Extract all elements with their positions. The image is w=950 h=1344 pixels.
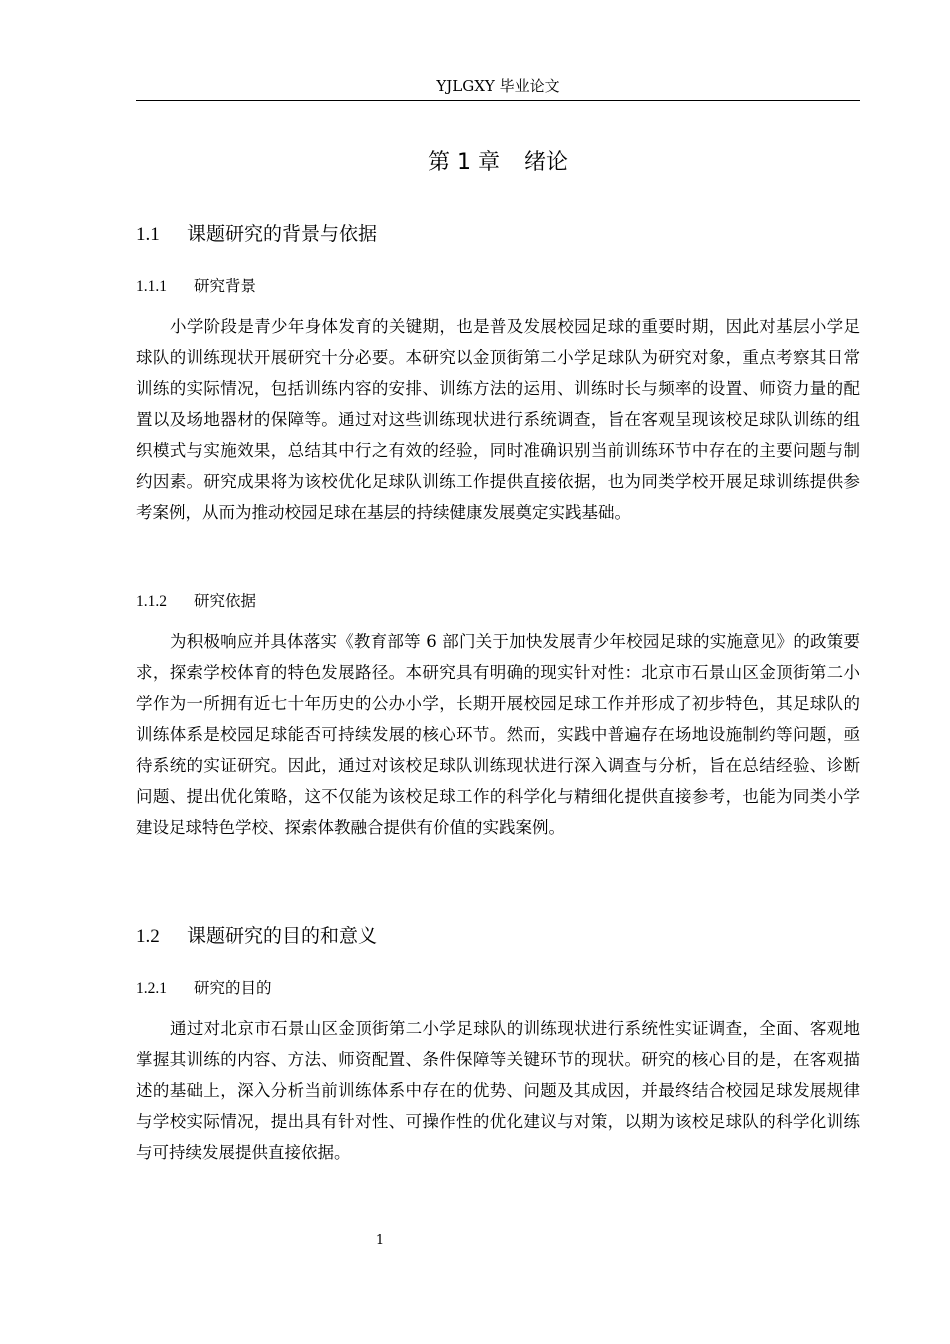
section-title: 课题研究的目的和意义 bbox=[187, 925, 378, 947]
section-heading-1-1 bbox=[136, 220, 860, 249]
chapter-heading bbox=[136, 148, 860, 178]
page-number: 1 bbox=[375, 1233, 385, 1248]
paragraph-research-background: 小学阶段是青少年身体发育的关键期，也是普及发展校园足球的重要时期，因此对基层小学足球队的训练现状开展研究十分必要。本研究以金顶街第二小学足球队为研究对象，重点考察其日常训练的实际情况，包括训练内容的安排、训练方法的运用、训练时长与频率的设置、师资力量的配置以及场地器材的保障等。通过对这些训练现状进行系统调查，旨在客观呈现该校足球队训练的组织模式与实施效果，总结其中行之有效的经验，同时准确识别当前训练环节中存在的主要问题与制约因素。研究成果将为该校优化足球队训练工作提供直接依据，也为同类学校开展足球训练提供参考案例，从而为推动校园足球在基层的持续健康发展奠定实践基础。 bbox=[136, 317, 860, 522]
subsection-heading-1-1-2 bbox=[136, 589, 860, 614]
subsection-number: 1.1.1 bbox=[136, 278, 167, 295]
paragraph-research-basis: 为积极响应并具体落实《教育部等 6 部门关于加快发展青少年校园足球的实施意见》的政策要求，探索学校体育的特色发展路径。本研究具有明确的现实针对性：北京市石景山区金顶街第二小学作为一所拥有近七十年历史的公办小学，长期开展校园足球工作并形成了初步特色，其足球队的训练体系是校园足球能否可持续发展的核心环节。然而，实践中普遍存在场地设施制约等问题，亟待系统的实证研究。因此，通过对该校足球队训练现状进行深入调查与分析，旨在总结经验、诊断问题、提出优化策略，这不仅能为该校足球工作的科学化与精细化提供直接参考，也能为同类小学建设足球特色学校、探索体教融合提供有价值的实践案例。 bbox=[136, 632, 860, 837]
subsection-number: 1.2.1 bbox=[136, 980, 167, 997]
section-heading-1-2 bbox=[136, 922, 860, 951]
chapter-number: 第 1 章 bbox=[428, 150, 500, 175]
header-rule bbox=[136, 100, 860, 101]
subsection-title: 研究依据 bbox=[194, 592, 257, 610]
section-number: 1.2 bbox=[136, 926, 160, 947]
paragraph-research-purpose: 通过对北京市石景山区金顶街第二小学足球队的训练现状进行系统性实证调查，全面、客观地掌握其训练的内容、方法、师资配置、条件保障等关键环节的现状。研究的核心目的是，在客观描述的基础上，深入分析当前训练体系中存在的优势、问题及其成因，并最终结合校园足球发展规律与学校实际情况，提出具有针对性、可操作性的优化建议与对策，以期为该校足球队的科学化训练与可持续发展提供直接依据。 bbox=[136, 1019, 860, 1162]
chapter-title: 绪论 bbox=[523, 150, 568, 175]
subsection-title: 研究背景 bbox=[194, 277, 257, 295]
subsection-number: 1.1.2 bbox=[136, 593, 167, 610]
section-title: 课题研究的背景与依据 bbox=[187, 223, 378, 245]
subsection-title: 研究的目的 bbox=[194, 979, 272, 997]
subsection-heading-1-1-1 bbox=[136, 274, 860, 299]
running-header: YJLGXY 毕业论文 bbox=[436, 77, 560, 95]
subsection-heading-1-2-1 bbox=[136, 976, 860, 1001]
section-number: 1.1 bbox=[136, 224, 160, 245]
